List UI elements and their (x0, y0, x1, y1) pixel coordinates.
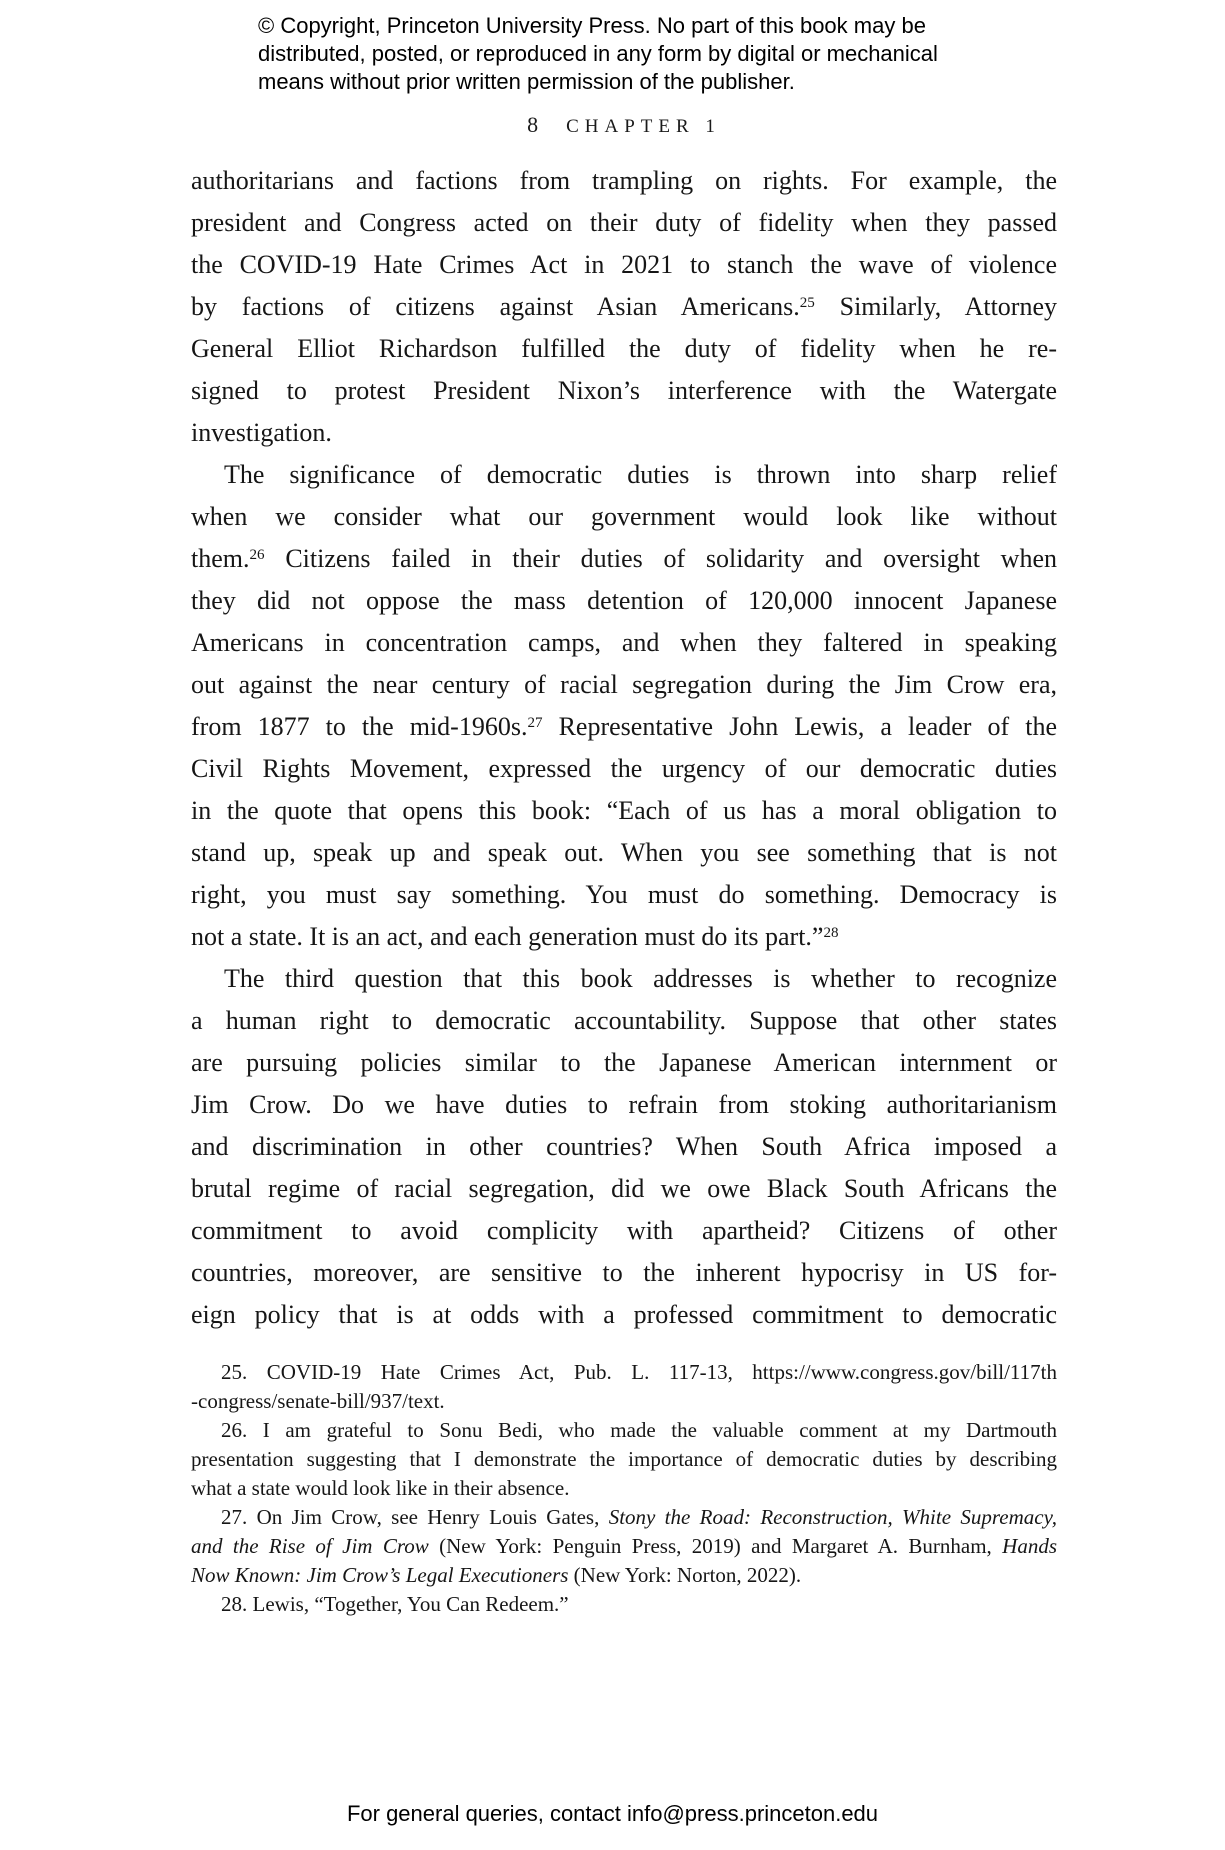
footnote-line (191, 1387, 1057, 1416)
footnote-line (191, 1358, 1057, 1387)
body-line (191, 832, 1057, 874)
footnote-line (191, 1416, 1057, 1445)
text-segment: right, you must say something. You must do something. Democracy is (191, 880, 1057, 909)
body-line (191, 328, 1057, 370)
running-head (191, 112, 1057, 138)
cited-title: Stony the Road: Reconstruction, White Supremacy, (608, 1505, 1057, 1529)
text-segment: and discrimination in other countries? When South Africa imposed a (191, 1132, 1057, 1161)
text-segment: Americans in concentration camps, and when they faltered in speaking (191, 628, 1057, 657)
body-line (191, 1000, 1057, 1042)
text-segment: stand up, speak up and speak out. When you see something that is not (191, 838, 1057, 867)
body-line (191, 1042, 1057, 1084)
chapter-label: CHAPTER 1 (566, 116, 721, 137)
text-segment: them. (191, 544, 250, 573)
footnote-line (191, 1503, 1057, 1532)
text-segment: they did not oppose the mass detention of 120,000 innocent Japanese (191, 586, 1057, 615)
text-segment: by factions of citizens against Asian Americans. (191, 292, 800, 321)
text-segment: brutal regime of racial segregation, did we owe Black South Africans the (191, 1174, 1057, 1203)
text-segment: Jim Crow. Do we have duties to refrain from stoking authoritarianism (191, 1090, 1057, 1119)
body-line (191, 244, 1057, 286)
body-line (191, 958, 1057, 1000)
copyright-line: distributed, posted, or reproduced in any form by digital or mechanical (258, 41, 938, 66)
footnotes (191, 1358, 1057, 1619)
text-segment: what a state would look like in their absence. (191, 1476, 570, 1500)
body-line (191, 706, 1057, 748)
body-line (191, 1210, 1057, 1252)
text-segment: eign policy that is at odds with a professed commitment to democratic (191, 1300, 1057, 1329)
text-segment: 27. On Jim Crow, see Henry Louis Gates, (221, 1505, 609, 1529)
body-line (191, 580, 1057, 622)
body-line (191, 1252, 1057, 1294)
body-line (191, 916, 1057, 958)
copyright-notice (258, 12, 938, 96)
body-line (191, 874, 1057, 916)
text-segment: 26. I am grateful to Sonu Bedi, who made the valuable comment at my Dartmouth (221, 1418, 1057, 1442)
footnote (191, 1416, 1057, 1503)
text-segment: Similarly, Attorney (814, 292, 1057, 321)
body-line (191, 412, 1057, 454)
footnote-line (191, 1561, 1057, 1590)
text-segment: are pursuing policies similar to the Japanese American internment or (191, 1048, 1057, 1077)
copyright-line: means without prior written permission of the publisher. (258, 69, 795, 94)
footnote-line (191, 1474, 1057, 1503)
text-segment: investigation. (191, 418, 332, 447)
body-line (191, 748, 1057, 790)
footnote-line (191, 1445, 1057, 1474)
paragraph (191, 958, 1057, 1336)
text-segment: president and Congress acted on their duty of fidelity when they passed (191, 208, 1057, 237)
copyright-line: © Copyright, Princeton University Press. No part of this book may be (258, 13, 926, 38)
footnote (191, 1590, 1057, 1619)
page-number: 8 (527, 112, 539, 137)
text-segment: countries, moreover, are sensitive to the inherent hypocrisy in US for- (191, 1258, 1057, 1287)
footnote-ref: 28 (823, 925, 839, 942)
page-footer (0, 1801, 1225, 1827)
text-segment: (New York: Norton, 2022). (568, 1563, 802, 1587)
footnote-ref: 25 (799, 295, 815, 312)
body-line (191, 1084, 1057, 1126)
text-segment: Civil Rights Movement, expressed the urgency of our democratic duties (191, 754, 1057, 783)
cited-title: Hands (1002, 1534, 1057, 1558)
body-line (191, 286, 1057, 328)
text-segment: in the quote that opens this book: “Each of us has a moral obligation to (191, 796, 1057, 825)
text-segment: when we consider what our government would look like without (191, 502, 1057, 531)
body-line (191, 538, 1057, 580)
body-line (191, 454, 1057, 496)
body-line (191, 496, 1057, 538)
text-segment: General Elliot Richardson fulfilled the duty of fidelity when he re- (191, 334, 1057, 363)
body-line (191, 370, 1057, 412)
text-segment: signed to protest President Nixon’s interference with the Watergate (191, 376, 1057, 405)
body-line (191, 622, 1057, 664)
text-segment: presentation suggesting that I demonstrate the importance of democratic duties by describing (191, 1447, 1057, 1471)
footnote-ref: 27 (527, 715, 543, 732)
body-line (191, 1126, 1057, 1168)
paragraph (191, 454, 1057, 958)
footnote (191, 1503, 1057, 1590)
text-segment: 28. Lewis, “Together, You Can Redeem.” (221, 1592, 569, 1616)
text-segment: Citizens failed in their duties of solidarity and oversight when (264, 544, 1057, 573)
body-line (191, 790, 1057, 832)
cited-title: and the Rise of Jim Crow (191, 1534, 429, 1558)
body-line (191, 202, 1057, 244)
text-segment: -congress/senate-bill/937/text. (191, 1389, 445, 1413)
text-segment: The significance of democratic duties is thrown into sharp relief (224, 460, 1057, 489)
paragraph (191, 160, 1057, 454)
body-line (191, 160, 1057, 202)
footnote (191, 1358, 1057, 1416)
body-text (191, 160, 1057, 1336)
body-line (191, 1168, 1057, 1210)
text-segment: authoritarians and factions from trampling on rights. For example, the (191, 166, 1057, 195)
contact-line: For general queries, contact info@press.princeton.edu (346, 1801, 879, 1826)
text-segment: Representative John Lewis, a leader of the (542, 712, 1057, 741)
footnote-line (191, 1590, 1057, 1619)
text-segment: a human right to democratic accountability. Suppose that other states (191, 1006, 1057, 1035)
text-segment: (New York: Penguin Press, 2019) and Margaret A. Burnham, (428, 1534, 1003, 1558)
text-segment: The third question that this book addresses is whether to recognize (224, 964, 1057, 993)
body-line (191, 664, 1057, 706)
text-segment: out against the near century of racial segregation during the Jim Crow era, (191, 670, 1057, 699)
text-segment: commitment to avoid complicity with apartheid? Citizens of other (191, 1216, 1057, 1245)
body-line (191, 1294, 1057, 1336)
text-segment: from 1877 to the mid-1960s. (191, 712, 528, 741)
text-segment: 25. COVID-19 Hate Crimes Act, Pub. L. 117-13, https://www.congress.gov/bill/117th (221, 1360, 1057, 1384)
cited-title: Now Known: Jim Crow’s Legal Executioners (191, 1563, 569, 1587)
footnote-ref: 26 (249, 547, 265, 564)
text-segment: not a state. It is an act, and each generation must do its part.” (191, 922, 824, 951)
footnote-line (191, 1532, 1057, 1561)
text-segment: the COVID-19 Hate Crimes Act in 2021 to stanch the wave of violence (191, 250, 1057, 279)
